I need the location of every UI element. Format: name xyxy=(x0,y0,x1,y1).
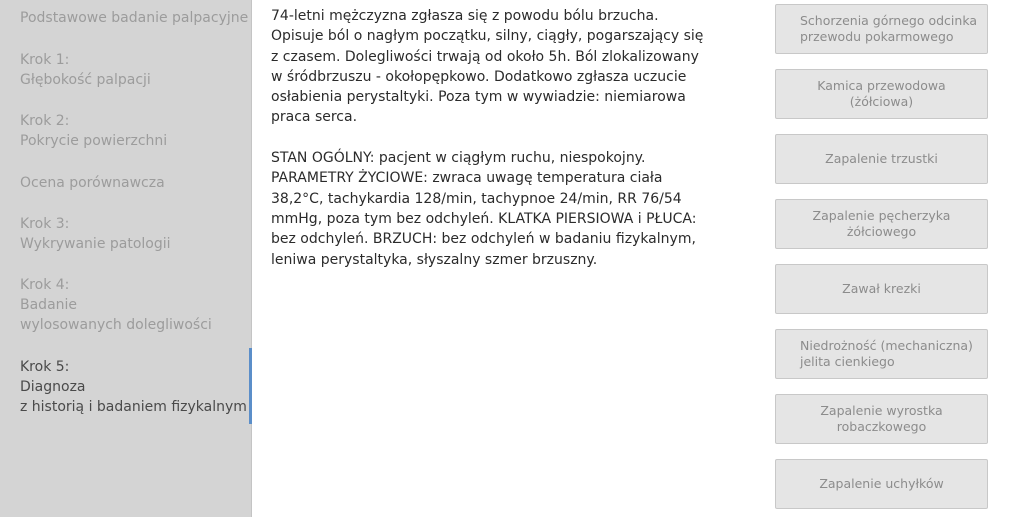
patient-history-text: 74-letni mężczyzna zgłasza się z powodu bólu brzucha. Opisuje ból o nagłym początku, silny, ciągły, pogarszający się z czasem. Dolegliwości trwają od około 5h. Ból zlokalizowany w śródbrzuszu - okołopępkowo. Dodatkowo zgłasza uczucie osłabienia perystaltyki. Poza tym w wywiadzie: niemiarowa praca serca. xyxy=(271,8,704,126)
physical-exam-text: STAN OGÓLNY: pacjent w ciągłym ruchu, niespokojny. PARAMETRY ŻYCIOWE: zwraca uwagę temperatura ciała 38,2°C, tachykardia 128/min, tachypnoe 24/min, RR 76/54 mmHg, poza tym bez odchyleń. KLATKA PIERSIOWA i PŁUCA: bez odchyleń. BRZUCH: bez odchyleń w badaniu fizykalnym, leniwa perystaltyka, słyszalny szmer brzuszny. xyxy=(271,150,697,268)
diagnosis-button-upper-gi[interactable]: Schorzenia górnego odcinka przewodu pokarmowego xyxy=(775,4,988,54)
sidebar-item-step: Krok 3: xyxy=(20,216,70,232)
sidebar-item-step-3[interactable] xyxy=(20,214,248,254)
sidebar-item-title: Ocena porównawcza xyxy=(20,175,165,191)
sidebar-item-title: Głębokość palpacji xyxy=(20,72,151,88)
sidebar-item-comparison[interactable] xyxy=(20,173,248,193)
sidebar-item-step: Krok 5: xyxy=(20,359,70,375)
diagnosis-button-small-bowel-obstruction[interactable]: Niedrożność (mechaniczna) jelita cienkiego xyxy=(775,329,988,379)
diagnosis-button-diverticulitis[interactable]: Zapalenie uchyłków xyxy=(775,459,988,509)
sidebar-item-step-4[interactable] xyxy=(20,275,248,335)
sidebar-item-title: Badanie xyxy=(20,297,78,313)
sidebar-item-title-2: z historią i badaniem fizykalnym xyxy=(20,399,247,415)
sidebar-item-step-5[interactable] xyxy=(20,357,248,417)
case-description xyxy=(271,6,711,290)
sidebar-item-title-2: wylosowanych dolegliwości xyxy=(20,317,212,333)
sidebar-item-title: Diagnoza xyxy=(20,379,86,395)
step-sidebar xyxy=(0,0,252,517)
sidebar-item-step: Krok 4: xyxy=(20,277,70,293)
sidebar-item-title: Pokrycie powierzchni xyxy=(20,133,168,149)
diagnosis-button-mesenteric-infarction[interactable]: Zawał krezki xyxy=(775,264,988,314)
sidebar-item-title: Podstawowe badanie palpacyjne xyxy=(20,10,249,26)
sidebar-item-basic-palpation[interactable] xyxy=(20,8,248,28)
sidebar-item-step-1[interactable] xyxy=(20,50,248,90)
diagnosis-button-pancreatitis[interactable]: Zapalenie trzustki xyxy=(775,134,988,184)
sidebar-item-step: Krok 1: xyxy=(20,52,70,68)
diagnosis-button-choledocholithiasis[interactable]: Kamica przewodowa (żółciowa) xyxy=(775,69,988,119)
diagnosis-button-cholecystitis[interactable]: Zapalenie pęcherzyka żółciowego xyxy=(775,199,988,249)
sidebar-item-title: Wykrywanie patologii xyxy=(20,236,171,252)
sidebar-item-step-2[interactable] xyxy=(20,111,248,151)
diagnosis-button-appendicitis[interactable]: Zapalenie wyrostka robaczkowego xyxy=(775,394,988,444)
active-step-indicator xyxy=(249,348,252,424)
sidebar-item-step: Krok 2: xyxy=(20,113,70,129)
